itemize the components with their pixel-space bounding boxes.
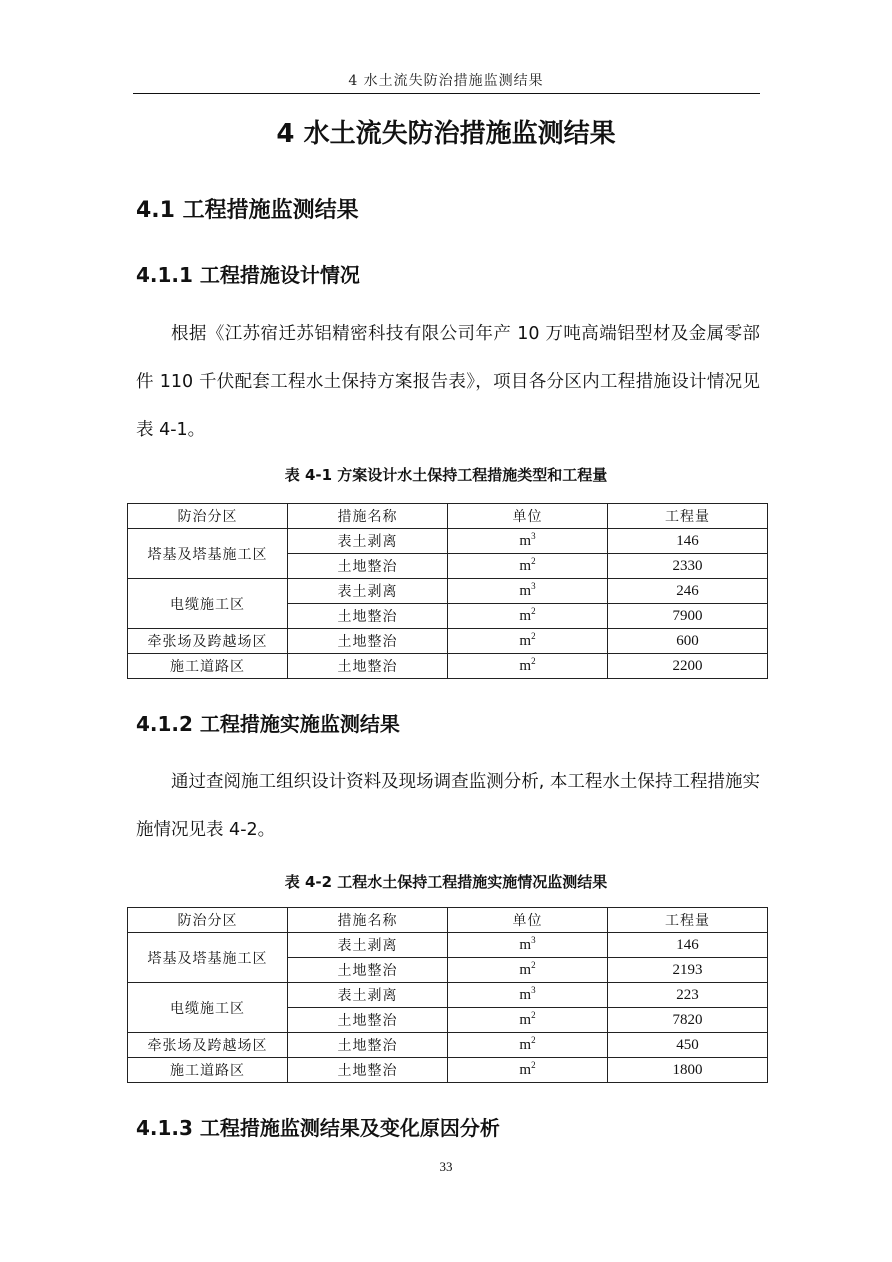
section-heading-4-1-3: 4.1.3 工程措施监测结果及变化原因分析 <box>136 1116 500 1140</box>
page-number: 33 <box>439 1159 453 1174</box>
unit-cell: $m^2$ <box>448 654 608 679</box>
unit-cell: $m^2$ <box>448 958 608 983</box>
section-heading-4-1-1: 4.1.1 工程措施设计情况 <box>136 263 360 287</box>
section-heading-4-1-2: 4.1.2 工程措施实施监测结果 <box>136 712 400 736</box>
measure-cell: 土地整治 <box>288 1058 448 1083</box>
measure-cell: 表土剥离 <box>288 983 448 1008</box>
header-rule <box>133 93 760 94</box>
unit-cell: $m^2$ <box>448 604 608 629</box>
paragraph-4-1-2: 通过查阅施工组织设计资料及现场调查监测分析, 本工程水土保持工程措施实施情况见表 4-2。 <box>136 772 760 840</box>
quantity-cell: 2200 <box>608 654 768 679</box>
unit-cell: $m^3$ <box>448 933 608 958</box>
measure-cell: 土地整治 <box>288 958 448 983</box>
quantity-cell: 1800 <box>608 1058 768 1083</box>
table-header-cell: 措施名称 <box>288 908 448 933</box>
measure-cell: 土地整治 <box>288 654 448 679</box>
unit-cell: $m^2$ <box>448 1033 608 1058</box>
table-row <box>128 629 768 654</box>
quantity-cell: 223 <box>608 983 768 1008</box>
zone-cell: 牵张场及跨越场区 <box>128 629 288 654</box>
quantity-cell: 7820 <box>608 1008 768 1033</box>
table-4-2 <box>127 907 768 1083</box>
table-header-cell: 单位 <box>448 504 608 529</box>
zone-cell: 牵张场及跨越场区 <box>128 1033 288 1058</box>
unit-cell: $m^3$ <box>448 529 608 554</box>
zone-cell: 施工道路区 <box>128 1058 288 1083</box>
table-header-cell: 防治分区 <box>128 504 288 529</box>
table-header-cell: 单位 <box>448 908 608 933</box>
measure-cell: 土地整治 <box>288 629 448 654</box>
measure-cell: 土地整治 <box>288 554 448 579</box>
table-header-row <box>128 908 768 933</box>
table-header-cell: 工程量 <box>608 504 768 529</box>
table-4-1-caption: 表 4-1 方案设计水土保持工程措施类型和工程量 <box>284 466 608 484</box>
table-row <box>128 983 768 1008</box>
table-row <box>128 579 768 604</box>
quantity-cell: 146 <box>608 529 768 554</box>
quantity-cell: 146 <box>608 933 768 958</box>
measure-cell: 土地整治 <box>288 1008 448 1033</box>
zone-cell: 塔基及塔基施工区 <box>128 529 288 579</box>
unit-cell: $m^2$ <box>448 1008 608 1033</box>
table-row <box>128 529 768 554</box>
zone-cell: 塔基及塔基施工区 <box>128 933 288 983</box>
section-heading-4-1: 4.1 工程措施监测结果 <box>136 198 359 223</box>
paragraph-4-1-1: 根据《江苏宿迁苏铝精密科技有限公司年产 10 万吨高端铝型材及金属零部件 110 千伏配套工程水土保持方案报告表》，项目各分区内工程措施设计情况见表 4-1。 <box>136 324 760 440</box>
unit-cell: $m^2$ <box>448 1058 608 1083</box>
zone-cell: 电缆施工区 <box>128 579 288 629</box>
quantity-cell: 246 <box>608 579 768 604</box>
zone-cell: 施工道路区 <box>128 654 288 679</box>
unit-cell: $m^3$ <box>448 579 608 604</box>
measure-cell: 土地整治 <box>288 604 448 629</box>
table-header-row <box>128 504 768 529</box>
unit-cell: $m^2$ <box>448 554 608 579</box>
measure-cell: 表土剥离 <box>288 579 448 604</box>
measure-cell: 土地整治 <box>288 1033 448 1058</box>
table-row <box>128 654 768 679</box>
unit-cell: $m^2$ <box>448 629 608 654</box>
table-header-cell: 防治分区 <box>128 908 288 933</box>
running-header: 4 水土流失防治措施监测结果 <box>348 73 544 89</box>
table-4-2-caption: 表 4-2 工程水土保持工程措施实施情况监测结果 <box>284 873 608 891</box>
chapter-title: 4 水土流失防治措施监测结果 <box>276 119 616 149</box>
table-header-cell: 工程量 <box>608 908 768 933</box>
table-row <box>128 933 768 958</box>
table-row <box>128 1033 768 1058</box>
unit-cell: $m^3$ <box>448 983 608 1008</box>
table-row <box>128 1058 768 1083</box>
quantity-cell: 2330 <box>608 554 768 579</box>
quantity-cell: 7900 <box>608 604 768 629</box>
zone-cell: 电缆施工区 <box>128 983 288 1033</box>
measure-cell: 表土剥离 <box>288 933 448 958</box>
quantity-cell: 450 <box>608 1033 768 1058</box>
measure-cell: 表土剥离 <box>288 529 448 554</box>
quantity-cell: 2193 <box>608 958 768 983</box>
quantity-cell: 600 <box>608 629 768 654</box>
table-4-1 <box>127 503 768 679</box>
table-header-cell: 措施名称 <box>288 504 448 529</box>
